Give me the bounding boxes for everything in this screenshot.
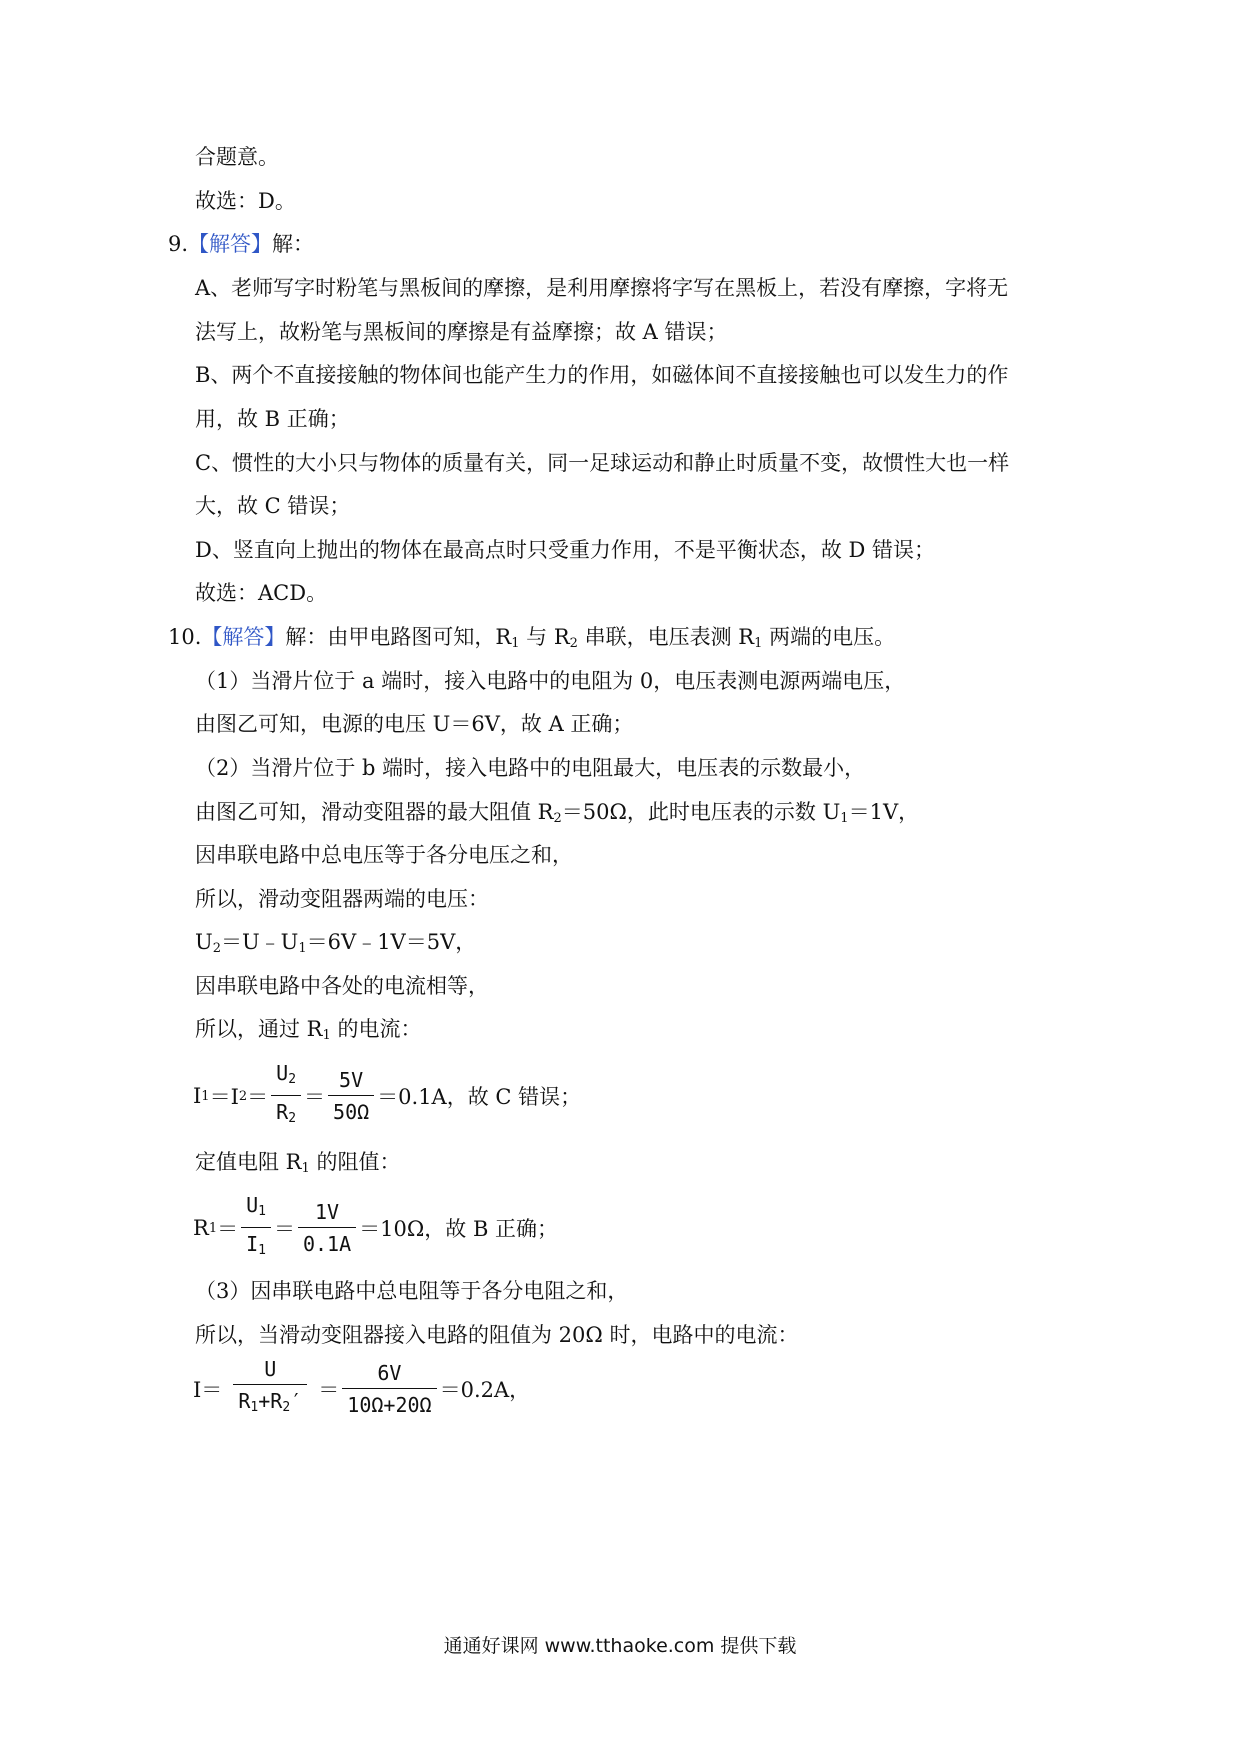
step-2-line: （2）当滑片位于 b 端时，接入电路中的电阻最大，电压表的示数最小， bbox=[195, 756, 866, 780]
option-b-line-1: B、两个不直接接触的物体间也能产生力的作用，如磁体间不直接接触也可以发生力的作 bbox=[195, 363, 1009, 387]
page-footer: 通通好课网 www.tthaoke.com 提供下载 bbox=[443, 1635, 797, 1657]
answer-line: 故选：D。 bbox=[195, 189, 296, 213]
answer-line: 故选：ACD。 bbox=[195, 581, 328, 605]
answer-tag: 【解答】 bbox=[201, 625, 286, 649]
option-c-line-2: 大，故 C 错误； bbox=[195, 494, 351, 518]
question-9-heading bbox=[168, 229, 314, 259]
option-d-line-1: D、竖直向上抛出的物体在最高点时只受重力作用，不是平衡状态，故 D 错误； bbox=[195, 538, 936, 562]
step-1-line: （1）当滑片位于 a 端时，接入电路中的电阻为 0，电压表测电源两端电压， bbox=[195, 669, 906, 693]
current-formula: I 1 ＝I 2 ＝ $\frac{U_2}{R_2}$ ＝ $\frac{5V}{50\Omega}$ ＝0.1A，故 C 错误； bbox=[193, 1060, 581, 1132]
equation-line: $U_2=U﹣U_1=6V﹣1V=5V$， bbox=[195, 930, 477, 956]
total-current-formula: I＝ $\frac{U}{R_1+R_2'}$ ＝ $\frac{6V}{10\Omega+20\Omega}$ ＝0.2A， bbox=[193, 1356, 530, 1421]
resistance-formula: R 1 ＝ $\frac{U_1}{I_1}$ ＝ $\frac{1V}{0.1A}$ ＝10Ω，故 B 正确； bbox=[193, 1192, 558, 1264]
option-a-line-1: A、老师写字时粉笔与黑板间的摩擦，是利用摩擦将字写在黑板上，若没有摩擦，字将无 bbox=[195, 276, 1009, 300]
question-number: 9. bbox=[168, 232, 189, 256]
fraction: $\frac{U_1}{I_1}$ bbox=[241, 1192, 271, 1264]
text-line: 因串联电路中总电压等于各分电压之和， bbox=[195, 843, 573, 867]
question-10-heading: 10.【解答】解：由甲电路图可知，$R_1$ 与 $R_2$ 串联，电压表测 $R_1$ 两端的电压。 bbox=[168, 625, 896, 651]
option-c-line-1: C、惯性的大小只与物体的质量有关，同一足球运动和静止时质量不变，故惯性大也一样 bbox=[195, 451, 1010, 475]
fraction: $\frac{U_2}{R_2}$ bbox=[271, 1060, 301, 1132]
heading-text: 解：由甲电路图可知，R bbox=[285, 625, 512, 649]
answer-tag: 【解答】 bbox=[188, 232, 273, 256]
text-line: 所以，通过 $R_1$ 的电流： bbox=[195, 1017, 422, 1043]
fraction: $\frac{1V}{0.1A}$ bbox=[298, 1199, 356, 1257]
text-line: 由图乙可知，滑动变阻器的最大阻值 $R_2=50\Omega$，此时电压表的示数 $U_1=1V$， bbox=[195, 800, 920, 826]
question-number: 10. bbox=[168, 625, 202, 649]
text-line: 所以，当滑动变阻器接入电路的阻值为 20Ω 时，电路中的电流： bbox=[195, 1323, 799, 1347]
option-a-line-2: 法写上，故粉笔与黑板间的摩擦是有益摩擦；故 A 错误； bbox=[195, 320, 728, 344]
fraction: $\frac{6V}{10\Omega+20\Omega}$ bbox=[342, 1360, 436, 1418]
fraction: $\frac{5V}{50\Omega}$ bbox=[328, 1067, 374, 1125]
text-line: 由图乙可知，电源的电压 U＝6V，故 A 正确； bbox=[195, 712, 634, 736]
text-line: 因串联电路中各处的电流相等， bbox=[195, 974, 489, 998]
fraction: $\frac{U}{R_1+R_2'}$ bbox=[225, 1356, 315, 1421]
step-3-line: （3）因串联电路中总电阻等于各分电阻之和， bbox=[195, 1279, 629, 1303]
text-line: 所以，滑动变阻器两端的电压： bbox=[195, 887, 489, 911]
option-b-line-2: 用，故 B 正确； bbox=[195, 407, 350, 431]
text-line: 定值电阻 $R_1$ 的阻值： bbox=[195, 1150, 401, 1176]
text-line: 合题意。 bbox=[195, 145, 279, 169]
heading-text: 解： bbox=[272, 232, 315, 256]
